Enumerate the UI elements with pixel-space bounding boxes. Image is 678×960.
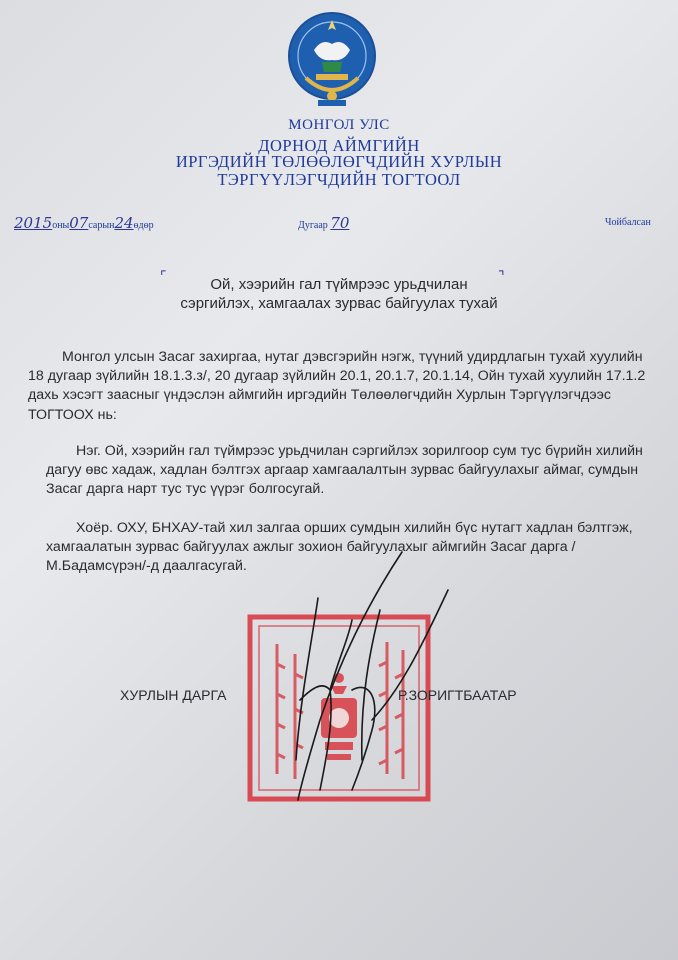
header-province: ДОРНОД АЙМГИЙН — [258, 136, 420, 155]
header-country: МОНГОЛ УЛС — [288, 117, 390, 133]
signatory-name: Р.ЗОРИГТБААТАР — [398, 687, 517, 703]
item-2-text: Хоёр. ОХУ, БНХАУ-тай хил залгаа орших сумдын хилийн бүс нутагт хадлан бэлтгэж, хамгаалатын зурвас байгуулах ажлыг зохион байгуулахыг аймгийн Засаг дарга /М.Бадамсүрэн/-д даалгасугай. — [46, 520, 633, 575]
date-month: 07 — [69, 214, 89, 232]
item-2-paragraph — [46, 519, 660, 577]
date-month-suffix: сарын — [88, 220, 115, 231]
number-label: Дугаар — [298, 220, 328, 231]
number-value: 70 — [330, 214, 350, 232]
date-year-suffix: оны — [52, 220, 70, 231]
resolution-date — [14, 214, 154, 232]
title-bracket-right: ⌝ — [498, 268, 505, 284]
official-seal-stamp — [247, 614, 431, 802]
title-line-2: сэргийлэх, хамгаалах зурвас байгуулах тухай — [180, 295, 498, 312]
preamble-paragraph — [28, 348, 660, 425]
date-day: 24 — [114, 214, 134, 232]
date-day-suffix: өдөр — [133, 220, 154, 231]
header-resolution: ТЭРГҮҮЛЭГЧДИЙН ТОГТООЛ — [217, 170, 461, 189]
item-1-text: Нэг. Ой, хээрийн гал түймрээс урьдчилан сэргийлэх зорилгоор сум тус бүрийн хилийн дагуу өвс хадаж, хадлан бэлтгэх аргаар хамгаалалтын зурвас байгуулахыг аймаг, сумдын Засаг дарга нарт тус тус үүрэг болгосугай. — [46, 443, 643, 498]
item-1-paragraph — [46, 442, 660, 500]
preamble-text: Монгол улсын Засаг захиргаа, нутаг дэвсгэрийн нэгж, түүний удирдлагын тухай хуулийн 18 дугаар зүйлийн 18.1.3.з/, 20 дугаар зүйлийн 20.1, 20.1.7, 20.1.14, Ойн тухай хуулийн 17.1.2 дахь хэсэгт заасныг үндэслэн аймгийн иргэдийн Төлөөлөгчдийн Хурлын Тэргүүлэгчдээс ТОГТООХ нь: — [28, 349, 646, 423]
header-council: ИРГЭДИЙН ТӨЛӨӨЛӨГЧДИЙН ХУРЛЫН — [175, 152, 503, 171]
state-emblem-icon — [286, 10, 378, 108]
title-line-1: Ой, хээрийн гал түймрээс урьдчилан — [210, 276, 468, 293]
resolution-number — [298, 214, 349, 232]
resolution-city: Чойбалсан — [605, 217, 651, 228]
signature-title: ХУРЛЫН ДАРГА — [120, 687, 227, 703]
title-bracket-left: ⌜ — [160, 268, 167, 284]
date-year: 2015 — [14, 214, 53, 232]
